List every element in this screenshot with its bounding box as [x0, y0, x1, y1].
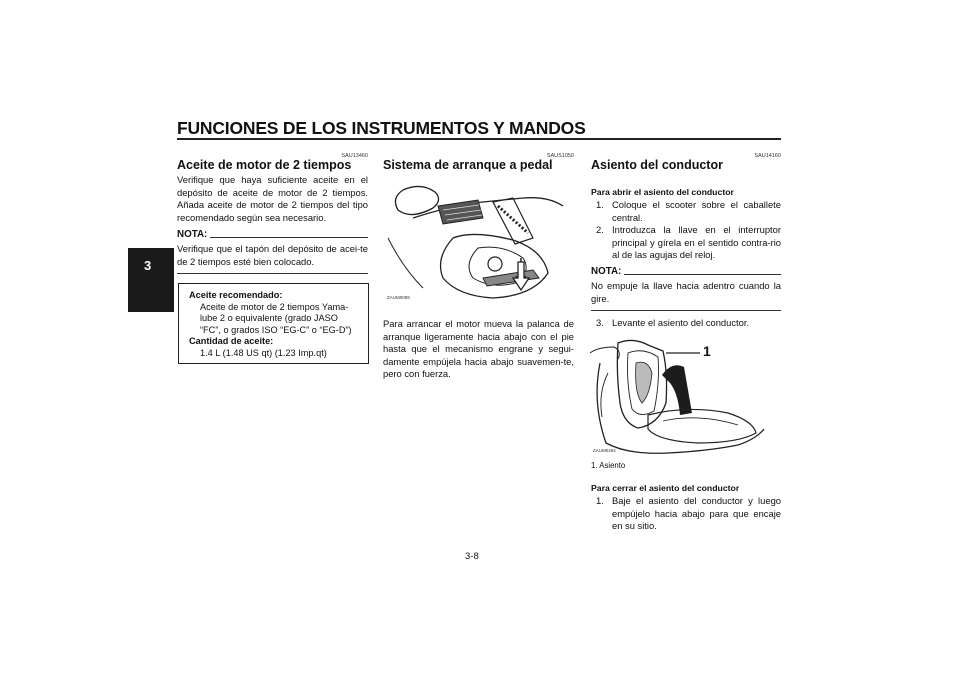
section-code: SAU14160: [754, 153, 781, 159]
nota-label: NOTA:: [591, 266, 622, 277]
nota-end-rule: [591, 310, 781, 311]
image-code: ZAUM0089: [387, 295, 410, 300]
section-body: Verifique que haya suficiente aceite en el depósito de aceite de motor de 2 tiempos. Añada aceite de motor de 2 tiempos del tipo recomendado según sea necesario.: [177, 174, 368, 223]
close-seat-title: Para cerrar el asiento del conductor: [591, 483, 740, 493]
spec-value-oil: Aceite de motor de 2 tiempos Yama-lube 2 o equivalente (grado JASO “FC”, o grados ISO “EG-C” o “EG-D”): [200, 301, 352, 335]
nota-label: NOTA:: [177, 229, 208, 240]
section-heading: Asiento del conductor: [591, 158, 723, 172]
nota-header: [177, 229, 368, 240]
nota-line: [210, 237, 368, 238]
step-number: 3.: [596, 317, 604, 328]
image-code: ZAUM0264: [593, 448, 616, 453]
step-text: Levante el asiento del conductor.: [612, 317, 750, 328]
step-number: 1.: [596, 199, 604, 210]
step-number: 1.: [596, 495, 604, 506]
spec-value-quantity: 1.4 L (1.48 US qt) (1.23 Imp.qt): [200, 347, 327, 358]
section-heading: Aceite de motor de 2 tiempos: [177, 158, 352, 172]
list-item: [596, 495, 781, 533]
image-callout-number: 1: [703, 343, 711, 359]
kick-starter-illustration: [383, 178, 574, 313]
page-number: 3-8: [465, 551, 479, 562]
nota-end-rule: [177, 273, 368, 274]
list-item: [596, 317, 781, 330]
spec-label-oil: Aceite recomendado:: [189, 290, 283, 300]
step-text: Coloque el scooter sobre el caballete central.: [612, 199, 781, 223]
open-seat-title: Para abrir el asiento del conductor: [591, 187, 734, 197]
list-item: [596, 224, 781, 262]
spec-label-quantity: Cantidad de aceite:: [189, 336, 274, 347]
step-text: Baje el asiento del conductor y luego empújelo hacia abajo para que encaje en su sitio.: [612, 495, 781, 532]
header-rule: [177, 138, 781, 140]
nota-line: [624, 274, 781, 275]
open-steps-list: [596, 199, 781, 262]
chapter-tab: 3: [128, 248, 174, 312]
nota-text: No empuje la llave hacia adentro cuando la gire.: [591, 280, 781, 304]
nota-header: [591, 266, 781, 277]
seat-illustration: [588, 333, 778, 458]
page-header-title: FUNCIONES DE LOS INSTRUMENTOS Y MANDOS: [177, 118, 586, 138]
section-body: Para arrancar el motor mueva la palanca de arranque ligeramente hacia abajo con el pie hasta que el mecanismo engrane y segui-damente empújela hacia abajo suavemen-te, pero con fuerza.: [383, 318, 574, 380]
nota-text: Verifique que el tapón del depósito de acei-te de 2 tiempos esté bien colocado.: [177, 243, 368, 267]
section-heading: Sistema de arranque a pedal: [383, 158, 553, 172]
section-code: SAU13460: [341, 153, 368, 159]
step-number: 2.: [596, 224, 604, 236]
oil-spec-box: [178, 283, 369, 364]
list-item: [596, 199, 781, 224]
step-text: Introduzca la llave en el interruptor principal y gírela en el sentido contra-rio al de las agujas del reloj.: [612, 224, 781, 261]
figure-caption: 1. Asiento: [591, 461, 626, 470]
section-code: SAUS1050: [546, 153, 574, 159]
